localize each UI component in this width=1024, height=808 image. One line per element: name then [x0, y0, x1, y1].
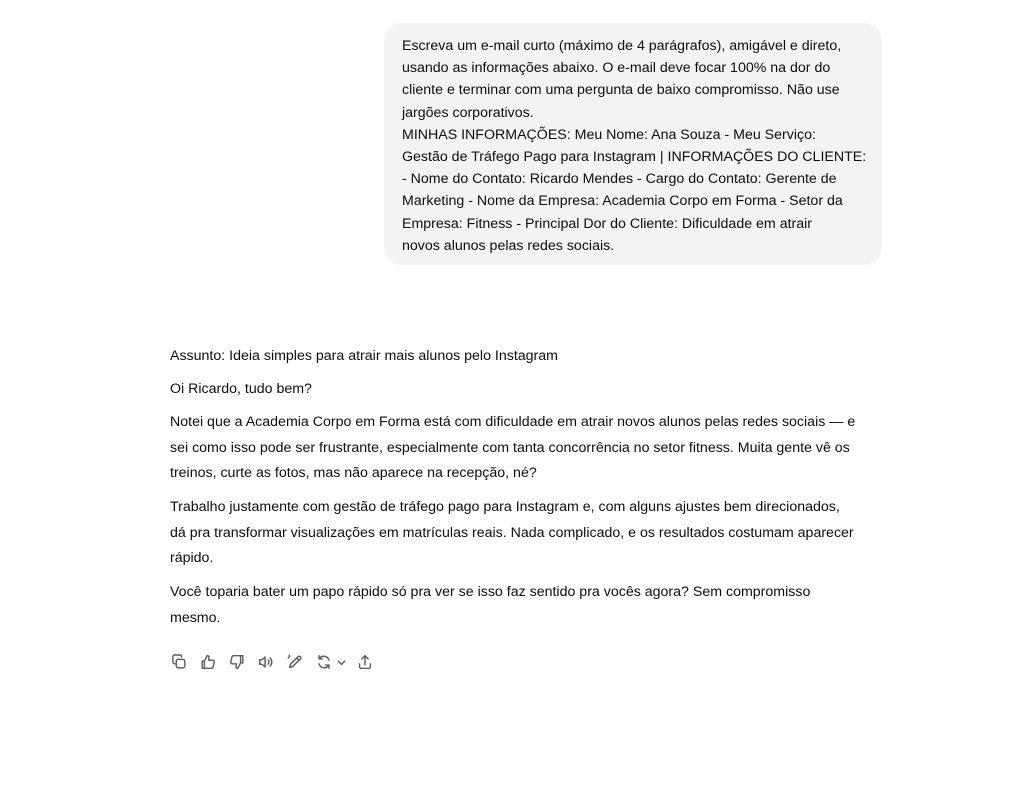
- paragraph-line: Você toparia bater um papo rápido só pra ver se isso faz sentido pra vocês agora? Sem compromisso: [170, 584, 811, 600]
- read-aloud-button[interactable]: [255, 651, 277, 673]
- regenerate-options-toggle[interactable]: [335, 651, 347, 673]
- copy-button[interactable]: [168, 651, 190, 673]
- edit-icon: [286, 653, 304, 671]
- email-paragraph-1: [170, 410, 855, 487]
- paragraph-line: dá pra transformar visualizações em matrículas reais. Nada complicado, e os resultados costumam aparecer: [170, 524, 854, 541]
- paragraph-line: sei como isso pode ser frustrante, especialmente com tanta concorrência no setor fitness. Muita gente vê os: [170, 439, 850, 456]
- thumbs-up-button[interactable]: [197, 651, 219, 673]
- thumbs-down-icon: [228, 653, 246, 671]
- user-message-line: - Nome do Contato: Ricardo Mendes - Cargo do Contato: Gerente de: [402, 171, 837, 188]
- user-message-bubble: [384, 23, 882, 265]
- user-message-line: Marketing - Nome da Empresa: Academia Corpo em Forma - Setor da: [402, 193, 843, 210]
- email-greeting: Oi Ricardo, tudo bem?: [170, 381, 312, 397]
- message-action-bar: [168, 651, 383, 673]
- user-message-line: jargões corporativos.: [402, 104, 534, 121]
- paragraph-line: mesmo.: [170, 609, 221, 626]
- edit-button[interactable]: [284, 651, 306, 673]
- thumbs-up-icon: [199, 653, 217, 671]
- user-message-line: Gestão de Tráfego Pago para Instagram | INFORMAÇÕES DO CLIENTE:: [402, 149, 867, 166]
- email-paragraph-2: [170, 495, 854, 572]
- paragraph-line: Notei que a Academia Corpo em Forma está com dificuldade em atrair novos alunos pelas redes sociais — e: [170, 414, 856, 430]
- share-button[interactable]: [354, 651, 376, 673]
- paragraph-line: rápido.: [170, 550, 214, 566]
- user-message-line: MINHAS INFORMAÇÕES: Meu Nome: Ana Souza - Meu Serviço:: [402, 126, 816, 143]
- paragraph-line: Trabalho justamente com gestão de tráfego pago para Instagram e, com alguns ajustes bem direcionados,: [170, 499, 840, 515]
- regenerate-button[interactable]: [313, 651, 347, 673]
- user-message-line: Escreva um e-mail curto (máximo de 4 parágrafos), amigável e direto,: [402, 38, 842, 54]
- paragraph-line: treinos, curte as fotos, mas não aparece na recepção, né?: [170, 465, 537, 481]
- user-message-line: Empresa: Fitness - Principal Dor do Cliente: Dificuldade em atrair: [402, 215, 813, 232]
- regenerate-icon: [315, 653, 333, 671]
- copy-icon: [170, 653, 188, 671]
- regenerate-icon-wrap: [313, 651, 335, 673]
- user-message-line: cliente e terminar com uma pergunta de baixo compromisso. Não use: [402, 82, 840, 99]
- chevron-down-icon: [336, 657, 347, 668]
- share-icon: [356, 653, 374, 671]
- thumbs-down-button[interactable]: [226, 651, 248, 673]
- user-message-line: novos alunos pelas redes sociais.: [402, 237, 615, 254]
- email-paragraph-3: [170, 580, 810, 631]
- email-subject: Assunto: Ideia simples para atrair mais alunos pelo Instagram: [170, 348, 558, 364]
- read-aloud-icon: [257, 653, 275, 671]
- user-message-line: usando as informações abaixo. O e-mail deve focar 100% na dor do: [402, 60, 831, 77]
